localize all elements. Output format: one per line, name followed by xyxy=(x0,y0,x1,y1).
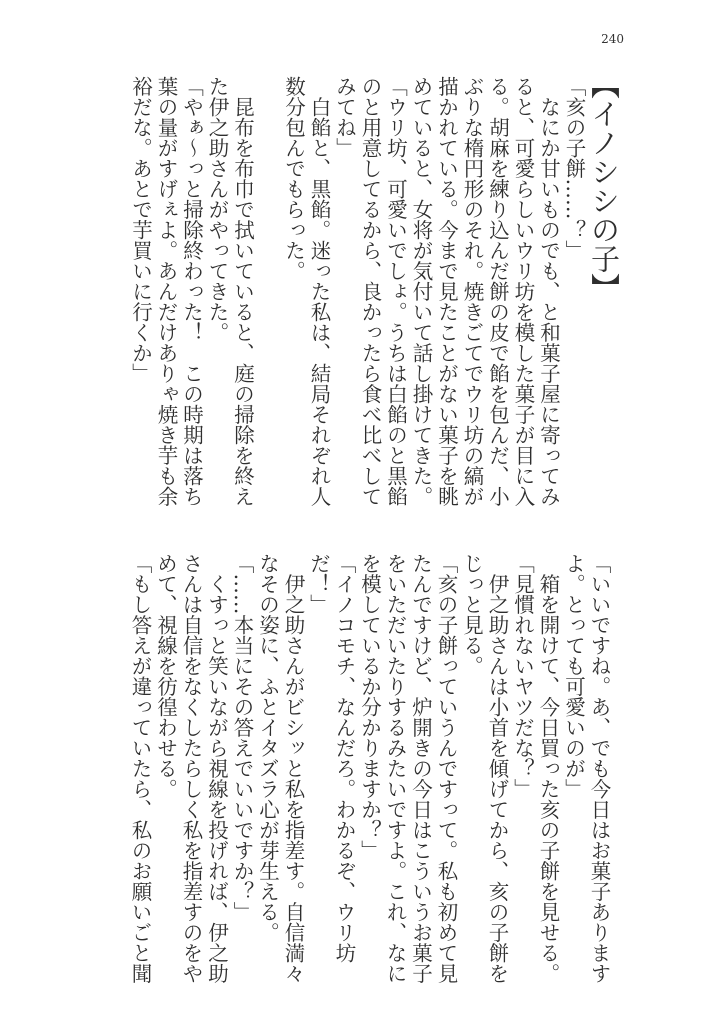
text-line: 昆布を布巾で拭いていると、庭の掃除を終え xyxy=(230,76,255,507)
text-line: めていると、女将が気付いて話し掛けてきた。 xyxy=(409,76,433,507)
text-line: なその姿に、ふとイタズラ心が芽生える。 xyxy=(255,553,280,943)
text-line: を模しているか分かりますか？」 xyxy=(357,553,382,861)
text-line: 伊之助さんは小首を傾げてから、亥の子餅を xyxy=(485,553,509,984)
upper-text-block xyxy=(127,70,622,507)
text-line: 「もし答えが違っていたら、私のお願いごと聞 xyxy=(128,553,152,984)
text-line: めて、視線を彷徨わせる。 xyxy=(153,553,178,799)
text-line: 裕だな。あとで芋買いに行くか」 xyxy=(128,76,153,384)
lower-text-block xyxy=(127,553,612,984)
text-line: 「イノコモチ、なんだろ。わかるぞ、ウリ坊 xyxy=(332,553,356,963)
text-line: 「……本当にその答えでいいですか？」 xyxy=(230,553,254,922)
text-line: ると、可愛らしいウリ坊を模した菓子が目に入 xyxy=(511,76,535,507)
text-line: のと用意してるから、良かったら食べ比べして xyxy=(358,76,382,507)
text-line: 箱を開けて、今日買った亥の子餅を見せる。 xyxy=(536,553,560,984)
text-line: 葉の量がすげぇよ。あんだけありゃ焼き芋も余 xyxy=(154,76,178,507)
text-line: ぶりな楕円形のそれ。焼きごてでウリ坊の縞が xyxy=(460,76,484,507)
text-line: 「亥の子餅っていうんですって。私も初めて見 xyxy=(434,553,458,984)
text-line: くすっと笑いながら視線を投げれば、伊之助 xyxy=(204,553,229,984)
text-line: みてね」 xyxy=(332,76,357,158)
text-line: 「亥の子餅……？」 xyxy=(562,76,586,261)
text-line: 白餡と、黒餡。迷った私は、結局それぞれ人 xyxy=(307,76,331,507)
text-line: 「やぁ～っと掃除終わった！ この時期は落ち xyxy=(179,76,204,507)
text-line: をいただいたりするみたいですよ。これ、なに xyxy=(383,553,407,984)
text-line: た伊之助さんがやってきた。 xyxy=(205,76,229,343)
text-line: さんは自信をなくしたらしく私を指差すのをや xyxy=(179,553,203,984)
text-line: じっと見る。 xyxy=(459,553,484,676)
text-line: 描かれている。今まで見たことがない菓子を眺 xyxy=(434,76,459,507)
text-line: よ。とっても可愛いのが」 xyxy=(561,553,586,799)
text-line: 伊之助さんがビシッと私を指差す。自信満々 xyxy=(281,553,305,984)
page-number: 240 xyxy=(601,32,624,46)
text-line: たんですけど、炉開きの今日はこういうお菓子 xyxy=(408,553,433,984)
text-line: 「ウリ坊、可愛いでしょ。うちは白餡のと黒餡 xyxy=(383,76,408,507)
text-line: だ！」 xyxy=(306,553,331,615)
text-line: る。胡麻を練り込んだ餅の皮で餡を包んだ、小 xyxy=(485,76,510,507)
blank-line xyxy=(255,76,281,491)
text-line: 「見慣れないヤツだな？」 xyxy=(510,553,535,799)
text-line: なにか甘いものでも、と和菓子屋に寄ってみ xyxy=(536,76,561,507)
text-line: 数分包んでもらった。 xyxy=(281,76,306,281)
section-title: 【イノシシの子】 xyxy=(587,70,621,302)
text-line: 「いいですね。あ、でも今日はお菓子あります xyxy=(587,553,611,984)
